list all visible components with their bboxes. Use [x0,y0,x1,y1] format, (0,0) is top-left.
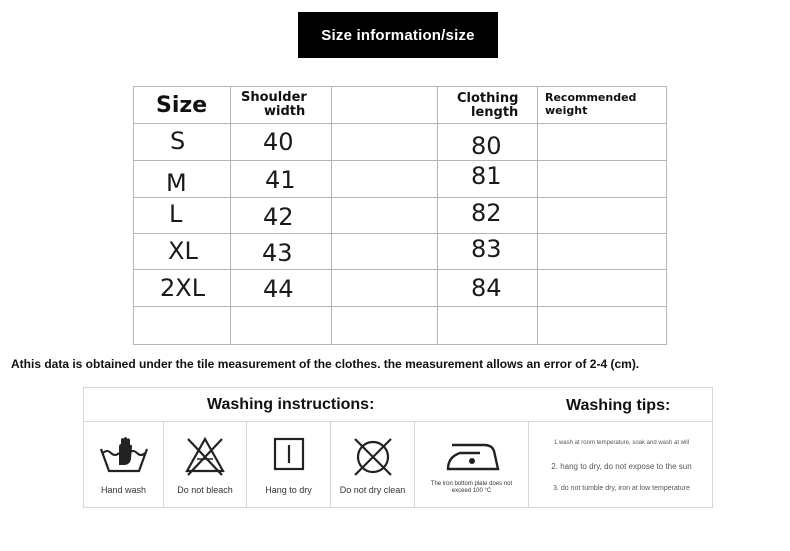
table-row [134,234,667,270]
header-shoulder-line2: width [264,104,306,119]
header-length [438,87,538,124]
empty-cell [438,307,538,345]
empty-cell [231,307,332,345]
symbol-do-not-dry-clean [331,421,415,508]
hang-to-dry-icon [271,435,307,475]
washing-tip-item: 1.wash at room temperature, soak and wash at will [553,440,690,446]
shoulder-cell [231,270,332,307]
washing-panel [83,387,713,508]
weight-cell [538,198,667,234]
header-length-line2: length [471,105,519,120]
length-value: 80 [471,132,502,160]
hand-wash-icon [97,435,151,475]
shoulder-cell [231,198,332,234]
blank-cell [332,234,438,270]
shoulder-cell [231,161,332,198]
hang-to-dry-label: Hang to dry [265,485,312,495]
do-not-bleach-label: Do not bleach [177,485,233,495]
shoulder-value: 42 [263,203,294,231]
header-weight [538,87,667,124]
header-shoulder-line1: Shoulder [241,90,307,105]
header-size-label: Size [156,93,208,118]
hand-wash-label: Hand wash [100,485,147,495]
measurement-note: Athis data is obtained under the tile measurement of the clothes. the measurement allows an error of 2-4 (cm). [11,357,640,371]
size-value: 2XL [160,274,206,302]
length-cell [438,270,538,307]
length-cell [438,124,538,161]
washing-tips-list [529,421,714,508]
size-cell [134,234,231,270]
size-cell [134,198,231,234]
symbol-hang-to-dry [247,421,331,508]
header-size [134,87,231,124]
weight-cell [538,270,667,307]
empty-cell [332,307,438,345]
size-value: S [170,127,186,155]
length-cell [438,198,538,234]
iron-icon [442,435,502,475]
symbol-iron [415,421,529,508]
size-value: XL [168,237,198,265]
size-cell [134,270,231,307]
weight-cell [538,161,667,198]
blank-cell [332,270,438,307]
symbol-do-not-bleach [164,421,247,508]
weight-cell [538,234,667,270]
shoulder-value: 41 [265,166,296,194]
length-value: 83 [471,235,502,263]
size-table [133,86,667,345]
washing-tip-item: 2. hang to dry, do not expose to the sun [551,462,692,471]
iron-label: The iron bottom plate does not exceed 100 °C [430,481,513,494]
do-not-dry-clean-label: Do not dry clean [339,485,406,495]
do-not-bleach-icon [183,435,227,477]
header-weight-line2: weight [545,104,588,117]
washing-instructions-title: Washing instructions: [207,396,375,413]
washing-title-row [84,388,712,422]
size-value: M [166,169,187,197]
blank-cell [332,198,438,234]
shoulder-cell [231,234,332,270]
table-header-row [134,87,667,124]
length-cell [438,161,538,198]
shoulder-value: 44 [263,275,294,303]
washing-tip-item: 3. do not tumble dry, iron at low temperature [553,485,690,492]
blank-cell [332,161,438,198]
washing-tips-title: Washing tips: [566,397,671,414]
length-value: 82 [471,199,502,227]
header-weight-line1: Recommended [545,91,637,104]
symbol-hand-wash [84,421,164,508]
empty-cell [538,307,667,345]
table-row-empty [134,307,667,345]
empty-cell [134,307,231,345]
size-cell [134,124,231,161]
shoulder-value: 40 [263,128,294,156]
blank-cell [332,124,438,161]
header-length-line1: Clothing [457,91,519,106]
shoulder-value: 43 [262,239,293,267]
table-row [134,124,667,161]
page-banner: Size information/size [298,12,498,58]
header-blank [332,87,438,124]
size-cell [134,161,231,198]
size-value: L [169,200,183,228]
length-cell [438,234,538,270]
do-not-dry-clean-icon [350,435,396,479]
header-shoulder [231,87,332,124]
table-row [134,161,667,198]
table-row [134,198,667,234]
length-value: 81 [471,162,502,190]
shoulder-cell [231,124,332,161]
weight-cell [538,124,667,161]
length-value: 84 [471,274,502,302]
table-row [134,270,667,307]
